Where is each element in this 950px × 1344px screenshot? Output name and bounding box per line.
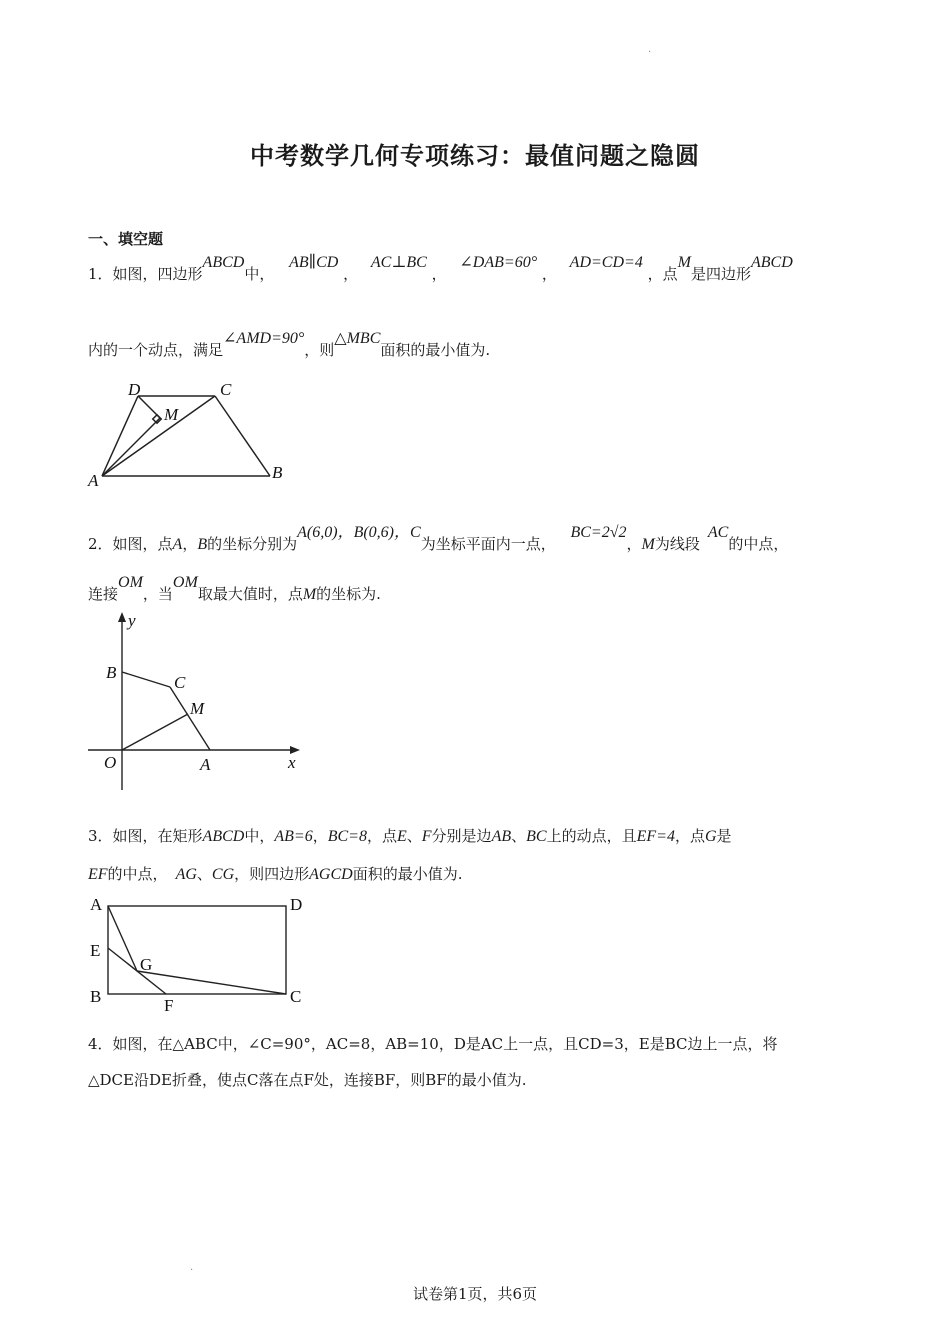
q1-text: ，点 bbox=[647, 265, 678, 283]
q1-figure bbox=[80, 378, 300, 490]
q3-math: ABCD bbox=[202, 828, 245, 845]
q2-text: 的坐标为. bbox=[316, 585, 381, 603]
q3-math: F bbox=[421, 828, 432, 845]
q2-text: ， bbox=[626, 535, 642, 553]
q3-text: 、 bbox=[406, 827, 422, 845]
q2-math: M bbox=[641, 536, 655, 553]
q2-math: OM bbox=[172, 574, 198, 591]
q2-label-y: y bbox=[128, 611, 136, 630]
q1-label-B: B bbox=[272, 463, 283, 482]
q2-label-O: O bbox=[104, 753, 117, 772]
q3-math: AGCD bbox=[309, 866, 353, 883]
q1-label-M: M bbox=[164, 405, 179, 424]
q2-text: 的中点， bbox=[728, 535, 789, 553]
q3-label-D: D bbox=[290, 895, 303, 914]
q2-text: 的坐标分别为 bbox=[207, 535, 298, 553]
q3-math: BC bbox=[526, 828, 547, 845]
q3-text: ，点 bbox=[366, 827, 397, 845]
q3-text: 是 bbox=[716, 827, 732, 845]
q1-number: 1．如图，四边形 bbox=[88, 265, 203, 283]
q3-segment-AG bbox=[108, 906, 137, 971]
q1-label-A: A bbox=[88, 471, 99, 490]
q1-math: ABCD bbox=[750, 254, 793, 271]
decor-dot-top: . bbox=[648, 44, 652, 55]
q1-text: ， bbox=[541, 265, 557, 283]
q1-math: ∠DAB=60° bbox=[459, 254, 538, 271]
q2-math: AC bbox=[707, 524, 729, 541]
q1-text: 内的一个动点，满足 bbox=[88, 341, 224, 359]
q3-label-C: C bbox=[290, 987, 302, 1006]
q3-segment-GC bbox=[137, 971, 286, 994]
q1-label-D: D bbox=[128, 380, 141, 399]
q3-label-A: A bbox=[90, 895, 103, 914]
q3-label-B: B bbox=[90, 987, 102, 1006]
q2-math: M bbox=[302, 586, 317, 603]
q2-label-C: C bbox=[174, 673, 186, 692]
q3-math: AG bbox=[175, 866, 197, 883]
q1-line-1 bbox=[88, 254, 793, 285]
q2-line-2 bbox=[88, 574, 381, 605]
section-heading: 一、填空题 bbox=[88, 230, 164, 248]
q3-math: AB bbox=[491, 828, 512, 845]
q2-segment-BC bbox=[122, 672, 170, 687]
q3-text: 分别是边 bbox=[431, 827, 492, 845]
q2-text: 为坐标平面内一点， bbox=[420, 535, 556, 553]
page-title: 中考数学几何专项练习：最值问题之隐圆 bbox=[250, 142, 700, 170]
q3-number: 3．如图，在矩形 bbox=[88, 827, 203, 845]
q3-text: 的中点， bbox=[107, 865, 168, 883]
q3-text: 中， bbox=[244, 827, 275, 845]
q2-label-B: B bbox=[106, 663, 117, 682]
q1-line-2 bbox=[88, 330, 491, 361]
q3-text: ，则四边形 bbox=[234, 865, 310, 883]
q3-line-1 bbox=[88, 826, 732, 847]
q2-text: 取最大值时，点 bbox=[197, 585, 303, 603]
q1-math: △MBC bbox=[334, 330, 381, 347]
q2-math: A(6,0)，B(0,6)，C bbox=[297, 524, 421, 541]
q3-math: EF=4 bbox=[636, 828, 675, 845]
q2-text: 连接 bbox=[88, 585, 119, 603]
q1-segment-AC bbox=[102, 396, 215, 476]
q1-math: ABCD bbox=[202, 254, 245, 271]
q1-text: 中， bbox=[244, 265, 275, 283]
q1-text: ， bbox=[431, 265, 447, 283]
q2-line-1 bbox=[88, 524, 789, 555]
q3-figure bbox=[84, 892, 310, 1014]
q1-math: M bbox=[677, 254, 691, 271]
q3-line-2 bbox=[88, 864, 463, 885]
q3-label-F: F bbox=[164, 996, 174, 1014]
q3-math: E bbox=[396, 828, 407, 845]
q3-math: CG bbox=[211, 866, 235, 883]
q2-figure bbox=[84, 610, 310, 794]
page-footer: 试卷第1页，共6页 bbox=[412, 1285, 538, 1303]
q2-y-arrow-icon bbox=[118, 612, 126, 622]
q3-math: G bbox=[704, 828, 717, 845]
q2-math: OM bbox=[118, 574, 143, 591]
q1-segment-AM bbox=[102, 418, 160, 476]
q2-label-x: x bbox=[288, 753, 296, 772]
q2-math: B bbox=[197, 536, 208, 553]
q3-math: AB=6 bbox=[274, 828, 313, 845]
q2-label-M: M bbox=[190, 699, 205, 718]
q1-math: ∠AMD=90° bbox=[223, 330, 305, 347]
q3-text: ， bbox=[312, 827, 328, 845]
q1-text: ，则 bbox=[304, 341, 335, 359]
q2-segment-CA bbox=[170, 687, 210, 750]
q1-segment-CB bbox=[215, 396, 270, 476]
q1-label-C: C bbox=[220, 380, 232, 399]
q3-math: EF bbox=[88, 866, 108, 883]
q2-text: ， bbox=[182, 535, 198, 553]
q3-text: 上的动点，且 bbox=[546, 827, 637, 845]
q2-math: BC=2√2 bbox=[570, 524, 627, 541]
q3-text: ，点 bbox=[674, 827, 705, 845]
q2-text: 为线段 bbox=[654, 535, 700, 553]
q1-math: AD=CD=4 bbox=[569, 254, 643, 271]
q2-number: 2．如图，点 bbox=[88, 535, 173, 553]
q4-line-2: △DCE沿DE折叠，使点C落在点F处，连接BF，则BF的最小值为. bbox=[88, 1071, 527, 1089]
q3-label-G: G bbox=[140, 955, 153, 974]
q4-line-1: 4．如图，在△ABC中，∠C=90°，AC=8，AB=10，D是AC上一点，且CD=3，E是BC边上一点，将 bbox=[88, 1035, 778, 1053]
decor-dot-bottom: . bbox=[190, 1262, 194, 1273]
q1-text: 面积的最小值为. bbox=[380, 341, 491, 359]
q3-text: 面积的最小值为. bbox=[352, 865, 463, 883]
q3-label-E: E bbox=[90, 941, 101, 960]
q2-text: ，当 bbox=[142, 585, 173, 603]
q3-text: 、 bbox=[511, 827, 527, 845]
q1-text: ， bbox=[343, 265, 359, 283]
q1-text: 是四边形 bbox=[690, 265, 751, 283]
q3-math: BC=8 bbox=[327, 828, 367, 845]
q2-segment-OM bbox=[122, 714, 188, 750]
q3-text: 、 bbox=[196, 865, 212, 883]
q1-math: AC⊥BC bbox=[370, 254, 427, 271]
q2-math: A bbox=[172, 536, 183, 553]
q2-label-A: A bbox=[200, 755, 211, 774]
q1-math: AB∥CD bbox=[289, 254, 339, 271]
